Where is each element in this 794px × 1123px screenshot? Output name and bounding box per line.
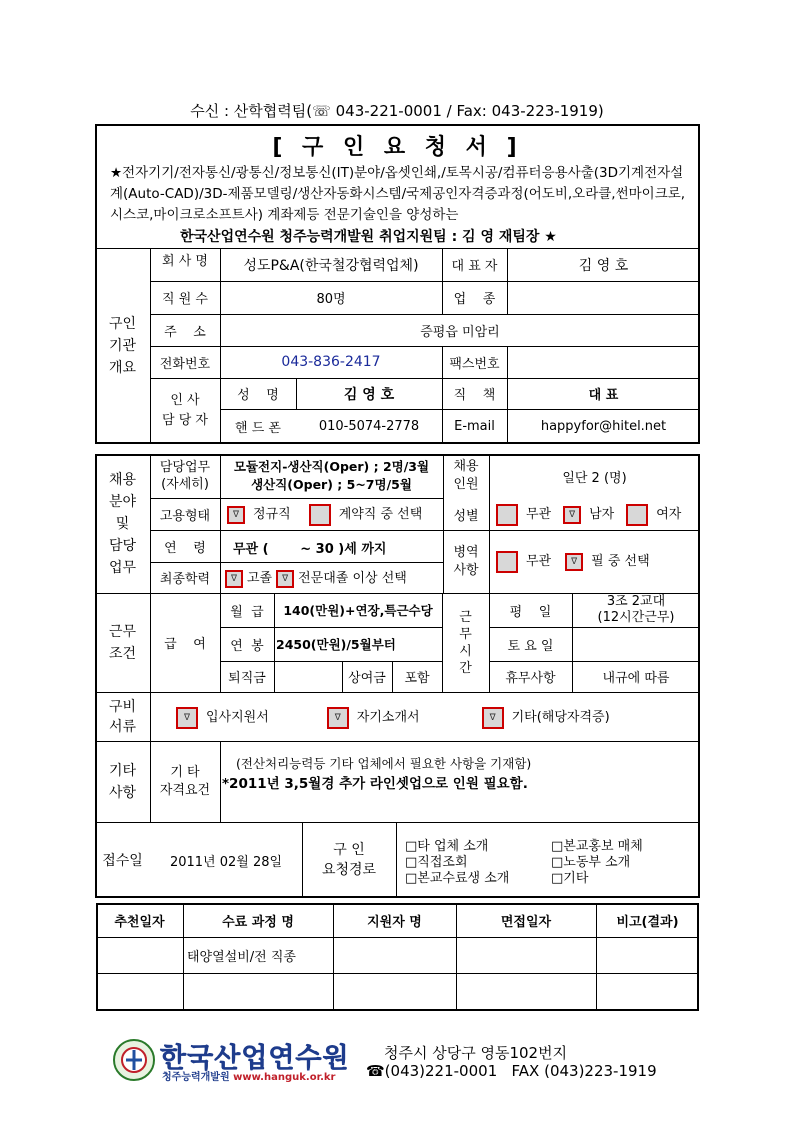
company-value: 성도P&A(한국철강협력업체)	[243, 257, 419, 274]
holiday-value: 내규에 따름	[602, 671, 670, 686]
route-option[interactable]: □노동부 소개	[551, 855, 631, 870]
gender-female-label: 여자	[656, 507, 682, 522]
military-required-checkbox[interactable]: ∇	[565, 553, 583, 571]
referral-header: 면접일자	[500, 914, 552, 930]
intro-text: ★전자기기/전자통신/광통신/정보통신(IT)분야/옵셋인쇄,/토목시공/컴퓨터응용사출(3D기계전자설계(Auto-CAD)/3D-제품모델링/생산자동화시스템/국제공인자격증과정(어도비,오라클,썬마이크로,시스코,마이크로소프트사) 계좌제등 전문기술인을 양성하는	[110, 165, 686, 223]
weekday-label: 평 일	[509, 604, 552, 620]
referral-header: 비고(결과)	[616, 914, 679, 930]
emptype-options	[227, 503, 422, 526]
route-option[interactable]: □본교홍보 매체	[551, 839, 643, 854]
qualification-label: 기 타 자격요건	[159, 764, 211, 798]
logo-subtitle	[162, 1068, 335, 1083]
retirement-label: 퇴직금	[228, 671, 266, 686]
receipt-label: 접수일	[102, 853, 143, 869]
name-label: 성 명	[237, 388, 279, 403]
industry-value	[507, 281, 700, 314]
org-section-label: 구인 기관 개요	[108, 316, 137, 376]
gender-female-checkbox[interactable]	[626, 504, 648, 526]
duty-label: 담당업무 (자세히)	[159, 460, 211, 492]
weekday-value: 3조 2교대 (12시간근무)	[597, 594, 675, 625]
mobile-label: 핸 드 폰	[235, 421, 281, 436]
referral-cell	[183, 973, 333, 1011]
referral-cell: 태양열설비/전 직종	[187, 949, 296, 965]
staff-label: 직 원 수	[162, 292, 208, 307]
route-option[interactable]: □직접조회	[405, 855, 468, 870]
doc-other-checkbox[interactable]: ∇	[482, 707, 504, 729]
receipt-date: 2011년 02월 28일	[169, 854, 283, 870]
email-value: happyfor@hitel.net	[540, 419, 667, 434]
recipient-line: 수신 : 산학협력팀(☏ 043-221-0001 / Fax: 043-223-1919)	[190, 102, 604, 120]
retirement-value	[274, 661, 342, 692]
military-any-checkbox[interactable]	[496, 551, 518, 573]
footer-contact: ☎(043)221-0001 FAX (043)223-1919	[366, 1062, 657, 1080]
edu-highschool-label: 고졸	[247, 571, 273, 586]
referral-cell	[456, 937, 596, 973]
referral-cell	[596, 973, 699, 1011]
ceo-label: 대 표 자	[451, 259, 498, 274]
referral-cell	[96, 937, 183, 973]
education-options	[225, 567, 407, 588]
pay-label: 급 여	[164, 637, 206, 652]
note-value: *2011년 3,5월경 추가 라인셋업으로 인원 필요함.	[222, 776, 528, 792]
doc-other-label: 기타(해당자격증)	[511, 710, 610, 725]
annual-value: 2450(만원)/5월부터	[276, 637, 396, 652]
docs-options	[176, 706, 610, 729]
gender-any-label: 무관	[526, 507, 552, 522]
referral-header: 지원자 명	[367, 914, 422, 930]
work-hours-label: 근 무 시 간	[459, 609, 472, 676]
ceo-value: 김 영 호	[578, 257, 629, 274]
referral-header: 수료 과정 명	[222, 914, 294, 930]
logo-url: www.hanguk.or.kr	[233, 1072, 336, 1083]
route-option[interactable]: □본교수료생 소개	[405, 871, 510, 886]
gender-label: 성별	[453, 508, 479, 524]
staff-value: 80명	[316, 292, 346, 307]
gender-male-label: 남자	[589, 507, 615, 522]
name-value: 김 영 호	[343, 386, 395, 403]
referral-cell	[333, 937, 456, 973]
edu-college-checkbox[interactable]: ∇	[276, 570, 294, 588]
military-label: 병역 사항	[453, 544, 479, 578]
referral-header: 추천일자	[114, 914, 165, 930]
military-required-label: 필 중 선택	[591, 554, 650, 569]
etc-section-label: 기타 사항	[108, 762, 137, 801]
logo-sub-name: 청주능력개발원	[162, 1072, 230, 1083]
education-label: 최종학력	[159, 572, 211, 587]
hire-value: 일단 2 (명)	[562, 470, 627, 486]
annual-label: 연 봉	[230, 638, 264, 654]
hr-contact-label: 인 사 담 당 자	[162, 393, 208, 428]
monthly-label: 월 급	[230, 604, 264, 620]
referral-cell	[596, 937, 699, 973]
doc-application-checkbox[interactable]: ∇	[176, 707, 198, 729]
military-options	[496, 550, 650, 573]
company-label: 회 사 명	[162, 254, 208, 269]
work-section-label: 근무 조건	[108, 623, 137, 662]
phone-label: 전화번호	[159, 356, 211, 372]
docs-section-label: 구비 서류	[108, 698, 137, 735]
doc-selfintro-label: 자기소개서	[356, 710, 420, 725]
emptype-regular-label: 정규직	[253, 507, 291, 522]
position-label: 직 책	[453, 388, 496, 403]
mobile-value: 010-5074-2778	[318, 419, 420, 434]
footer-address: 청주시 상당구 영동102번지	[384, 1044, 568, 1062]
edu-highschool-checkbox[interactable]: ∇	[225, 570, 243, 588]
doc-selfintro-checkbox[interactable]: ∇	[327, 707, 349, 729]
monthly-value: 140(만원)+연장,특근수당	[283, 603, 433, 618]
logo-emblem-icon	[112, 1038, 156, 1082]
address-value: 증평읍 미암리	[420, 324, 500, 340]
job-section-label: 채용 분야 및 담당 업무	[108, 471, 137, 576]
address-label: 주 소	[164, 324, 206, 340]
note-hint: (전산처리능력등 기타 업체에서 필요한 사항을 기재함)	[236, 756, 532, 771]
fax-label: 팩스번호	[449, 356, 500, 372]
phone-value: 043-836-2417	[281, 354, 381, 370]
referral-cell	[333, 973, 456, 1011]
age-value: 무관 ( ~ 30 )세 까지	[233, 542, 387, 557]
saturday-label: 토 요 일	[507, 638, 554, 654]
fax-value	[507, 346, 700, 378]
email-label: E-mail	[454, 419, 495, 434]
emptype-contract-label: 계약직 중 선택	[338, 507, 423, 522]
gender-options	[496, 503, 681, 526]
bonus-label: 상여금	[348, 671, 386, 686]
doc-application-label: 입사지원서	[206, 710, 269, 725]
hire-label: 채용 인원	[453, 459, 479, 492]
logo-text: 한국산업연수원	[160, 1043, 350, 1074]
intro-signature: 한국산업연수원 청주능력개발원 취업지원팀 : 김 영 재팀장 ★	[180, 229, 557, 245]
emptype-contract-checkbox[interactable]	[309, 504, 331, 526]
bonus-value: 포함	[404, 671, 430, 686]
industry-label: 업 종	[453, 292, 496, 307]
holiday-label: 휴무사항	[505, 671, 556, 686]
emptype-regular-checkbox[interactable]: ∇	[227, 506, 245, 524]
age-label: 연 령	[164, 540, 206, 556]
referral-cell	[96, 973, 183, 1011]
gender-any-checkbox[interactable]	[496, 504, 518, 526]
referral-cell	[456, 973, 596, 1011]
edu-college-label: 전문대졸 이상 선택	[298, 571, 407, 586]
military-any-label: 무관	[526, 554, 552, 569]
emptype-label: 고용형태	[159, 508, 211, 524]
route-label: 구 인 요청경로	[321, 842, 377, 878]
route-option[interactable]: □타 업체 소개	[405, 839, 489, 854]
gender-male-checkbox[interactable]: ∇	[563, 506, 581, 524]
saturday-value	[572, 627, 700, 661]
position-value: 대 표	[588, 388, 619, 403]
form-title: [ 구 인 요 청 서 ]	[272, 135, 523, 160]
duty-value: 모듈전지-생산직(Oper) ; 2명/3월 생산직(Oper) ; 5~7명/5월	[233, 459, 430, 492]
route-option[interactable]: □기타	[551, 871, 589, 886]
